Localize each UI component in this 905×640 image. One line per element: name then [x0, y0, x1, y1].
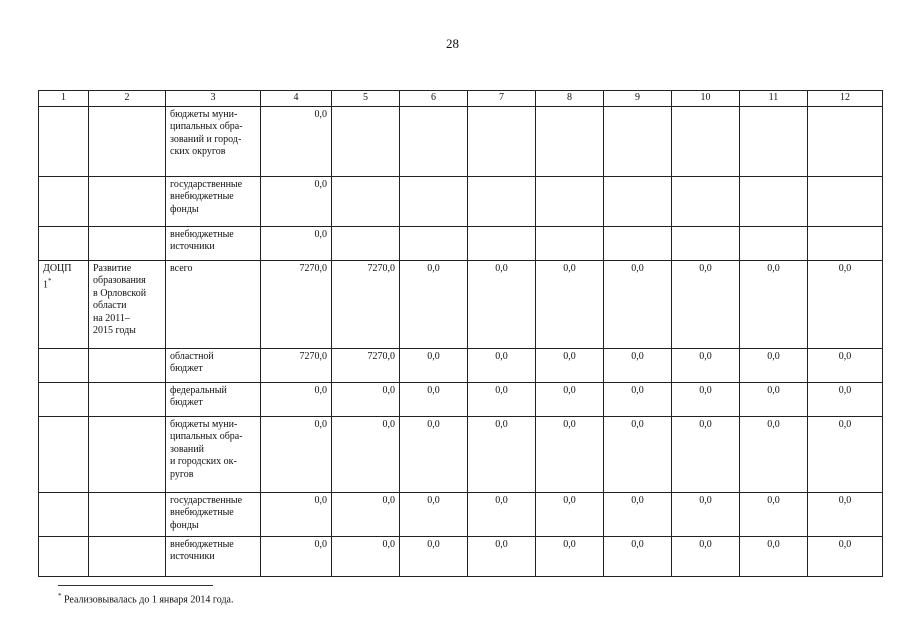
funding-source-cell [166, 348, 261, 382]
funding-source-cell-text: внебюджетные источники [170, 228, 234, 252]
funding-source-cell [166, 536, 261, 576]
column-header: 11 [740, 91, 808, 107]
value-cell-text: 0,0 [427, 262, 440, 274]
value-cell [536, 106, 604, 176]
funding-source-cell [166, 176, 261, 226]
value-cell-text: 7270,0 [367, 262, 395, 274]
value-cell [604, 536, 672, 576]
value-cell [468, 226, 536, 260]
value-cell [536, 382, 604, 416]
value-cell-text: 0,0 [427, 350, 440, 362]
value-cell-text: 0,0 [699, 494, 712, 506]
program-name-cell [89, 416, 166, 492]
column-header: 4 [261, 91, 332, 107]
column-header: 10 [672, 91, 740, 107]
value-cell [808, 416, 883, 492]
value-cell-text: 0,0 [767, 418, 780, 430]
program-name-cell [89, 176, 166, 226]
value-cell [604, 260, 672, 348]
value-cell [468, 416, 536, 492]
value-cell [808, 492, 883, 536]
value-cell [332, 492, 400, 536]
table-row [39, 416, 883, 492]
value-cell-text: 0,0 [631, 494, 644, 506]
value-cell [400, 382, 468, 416]
value-cell [808, 226, 883, 260]
funding-source-cell [166, 260, 261, 348]
value-cell [604, 416, 672, 492]
value-cell-text: 0,0 [699, 418, 712, 430]
value-cell [261, 348, 332, 382]
value-cell [740, 176, 808, 226]
value-cell [468, 382, 536, 416]
value-cell [332, 226, 400, 260]
value-cell-text: 0,0 [838, 494, 852, 506]
column-header: 3 [166, 91, 261, 107]
value-cell [400, 536, 468, 576]
footnote-text: Реализовывалась до 1 января 2014 года. [64, 594, 234, 606]
value-cell [672, 536, 740, 576]
value-cell-text: 0,0 [314, 384, 327, 396]
value-cell-text: 0,0 [563, 384, 576, 396]
value-cell-text: 0,0 [314, 494, 327, 506]
value-cell [672, 106, 740, 176]
value-cell-text: 0,0 [838, 538, 852, 550]
value-cell [808, 176, 883, 226]
value-cell [332, 260, 400, 348]
program-code-mark: * [48, 277, 52, 285]
value-cell [740, 260, 808, 348]
value-cell [536, 416, 604, 492]
funding-source-cell [166, 382, 261, 416]
value-cell [400, 260, 468, 348]
value-cell-text: 0,0 [699, 350, 712, 362]
footnote-mark: * [58, 592, 62, 600]
value-cell [604, 106, 672, 176]
table-row [39, 348, 883, 382]
column-header: 8 [536, 91, 604, 107]
value-cell [536, 226, 604, 260]
value-cell [672, 260, 740, 348]
funding-source-cell-text: бюджеты муни- ципальных обра- зований и город- ских округов [170, 108, 243, 157]
footnote-divider [58, 585, 213, 586]
program-name-cell [89, 260, 166, 348]
value-cell [468, 260, 536, 348]
value-cell-text: 0,0 [838, 262, 852, 274]
value-cell-text: 0,0 [767, 538, 780, 550]
column-header: 12 [808, 91, 883, 107]
value-cell-text: 0,0 [767, 350, 780, 362]
value-cell [261, 226, 332, 260]
value-cell [468, 176, 536, 226]
value-cell [468, 106, 536, 176]
value-cell-text: 0,0 [314, 418, 327, 430]
value-cell-text: 0,0 [382, 384, 395, 396]
value-cell [604, 382, 672, 416]
value-cell [536, 492, 604, 536]
column-header: 6 [400, 91, 468, 107]
value-cell [672, 382, 740, 416]
value-cell [672, 176, 740, 226]
value-cell-text: 0,0 [563, 494, 576, 506]
funding-source-cell-text: бюджеты муни- ципальных обра- зований и городских ок- ругов [170, 418, 243, 480]
value-cell-text: 0,0 [382, 418, 395, 430]
program-name-cell [89, 348, 166, 382]
page-number: 28 [446, 36, 459, 51]
value-cell-text: 7270,0 [299, 350, 327, 362]
value-cell-text: 0,0 [699, 384, 712, 396]
value-cell-text: 0,0 [563, 350, 576, 362]
program-code-cell [39, 382, 89, 416]
value-cell [468, 536, 536, 576]
value-cell [261, 176, 332, 226]
table-row [39, 226, 883, 260]
value-cell [400, 226, 468, 260]
table-row [39, 260, 883, 348]
column-header: 7 [468, 91, 536, 107]
value-cell-text: 0,0 [495, 538, 508, 550]
value-cell-text: 0,0 [382, 538, 395, 550]
value-cell [332, 348, 400, 382]
budget-table [38, 90, 883, 577]
value-cell-text: 0,0 [495, 494, 508, 506]
value-cell-text: 0,0 [382, 494, 395, 506]
value-cell-text: 0,0 [631, 350, 644, 362]
program-code-cell [39, 492, 89, 536]
header-row [39, 91, 883, 107]
program-name-cell [89, 492, 166, 536]
value-cell [740, 348, 808, 382]
value-cell-text: 0,0 [495, 384, 508, 396]
value-cell [808, 536, 883, 576]
value-cell-text: 0,0 [427, 384, 440, 396]
funding-source-cell-text: федеральный бюджет [170, 384, 227, 408]
value-cell [808, 106, 883, 176]
value-cell-text: 0,0 [767, 262, 780, 274]
column-header: 5 [332, 91, 400, 107]
funding-source-cell-text: областной бюджет [170, 350, 214, 374]
value-cell [604, 348, 672, 382]
value-cell [332, 382, 400, 416]
value-cell [332, 106, 400, 176]
value-cell-text: 0,0 [838, 384, 852, 396]
funding-source-cell [166, 492, 261, 536]
value-cell-text: 0,0 [563, 538, 576, 550]
funding-source-cell-text: государственные внебюджетные фонды [170, 494, 243, 531]
program-code-cell [39, 176, 89, 226]
funding-source-cell [166, 416, 261, 492]
program-code-cell-text: ДОЦП 1 [43, 262, 72, 291]
value-cell [604, 492, 672, 536]
program-name-cell [89, 106, 166, 176]
value-cell-text: 0,0 [563, 418, 576, 430]
program-name-cell [89, 382, 166, 416]
value-cell [261, 382, 332, 416]
value-cell [740, 416, 808, 492]
value-cell [740, 382, 808, 416]
value-cell [261, 536, 332, 576]
value-cell [332, 416, 400, 492]
value-cell [261, 260, 332, 348]
value-cell [536, 260, 604, 348]
value-cell-text: 0,0 [767, 384, 780, 396]
column-header: 1 [39, 91, 89, 107]
value-cell [261, 416, 332, 492]
value-cell [740, 226, 808, 260]
value-cell-text: 0,0 [427, 418, 440, 430]
value-cell-text: 0,0 [699, 262, 712, 274]
value-cell [536, 536, 604, 576]
table-row [39, 382, 883, 416]
value-cell-text: 7270,0 [299, 262, 327, 274]
value-cell [400, 416, 468, 492]
value-cell-text: 0,0 [631, 384, 644, 396]
value-cell-text: 0,0 [838, 350, 852, 362]
value-cell [332, 536, 400, 576]
value-cell [740, 536, 808, 576]
value-cell-text: 0,0 [427, 494, 440, 506]
value-cell-text: 0,0 [495, 418, 508, 430]
value-cell [332, 176, 400, 226]
value-cell [536, 348, 604, 382]
value-cell-text: 0,0 [314, 538, 327, 550]
value-cell [672, 348, 740, 382]
value-cell [468, 492, 536, 536]
table-row [39, 176, 883, 226]
value-cell [808, 348, 883, 382]
program-code-cell [39, 226, 89, 260]
value-cell [400, 492, 468, 536]
value-cell [400, 348, 468, 382]
value-cell [261, 492, 332, 536]
value-cell [672, 416, 740, 492]
value-cell-text: 0,0 [495, 262, 508, 274]
program-code-cell [39, 348, 89, 382]
value-cell [400, 106, 468, 176]
funding-source-cell [166, 106, 261, 176]
value-cell [808, 260, 883, 348]
program-code-cell [39, 536, 89, 576]
value-cell [261, 106, 332, 176]
funding-source-cell-text: всего [170, 262, 193, 274]
funding-source-cell [166, 226, 261, 260]
value-cell-text: 7270,0 [367, 350, 395, 362]
funding-source-cell-text: внебюджетные источники [170, 538, 234, 562]
value-cell-text: 0,0 [314, 228, 327, 240]
funding-source-cell-text: государственные внебюджетные фонды [170, 178, 243, 215]
value-cell [740, 492, 808, 536]
value-cell-text: 0,0 [314, 178, 327, 190]
footnote [58, 592, 234, 605]
value-cell [536, 176, 604, 226]
value-cell-text: 0,0 [767, 494, 780, 506]
table-row [39, 536, 883, 576]
value-cell-text: 0,0 [699, 538, 712, 550]
value-cell [604, 176, 672, 226]
program-code-cell [39, 106, 89, 176]
value-cell-text: 0,0 [631, 538, 644, 550]
value-cell-text: 0,0 [631, 262, 644, 274]
program-code-cell [39, 416, 89, 492]
column-header: 2 [89, 91, 166, 107]
program-name-cell-text: Развитие образования в Орловской области на 2011– 2015 годы [93, 262, 147, 336]
value-cell [468, 348, 536, 382]
value-cell-text: 0,0 [495, 350, 508, 362]
table-row [39, 106, 883, 176]
program-name-cell [89, 226, 166, 260]
value-cell [604, 226, 672, 260]
value-cell-text: 0,0 [314, 108, 327, 120]
value-cell-text: 0,0 [631, 418, 644, 430]
value-cell-text: 0,0 [427, 538, 440, 550]
value-cell-text: 0,0 [563, 262, 576, 274]
value-cell [672, 226, 740, 260]
column-header: 9 [604, 91, 672, 107]
value-cell [740, 106, 808, 176]
value-cell [808, 382, 883, 416]
program-name-cell [89, 536, 166, 576]
program-code-cell [39, 260, 89, 348]
value-cell [400, 176, 468, 226]
value-cell-text: 0,0 [838, 418, 852, 430]
value-cell [672, 492, 740, 536]
table-row [39, 492, 883, 536]
